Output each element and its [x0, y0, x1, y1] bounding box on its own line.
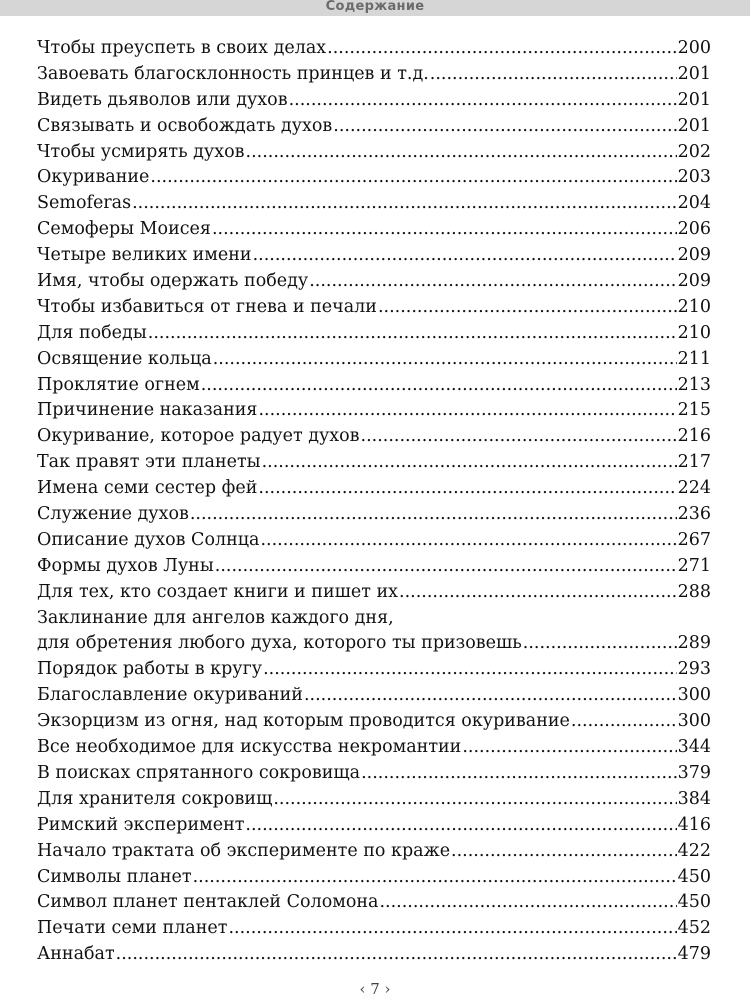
toc-entry-page: 201 — [677, 89, 711, 110]
toc-entry — [37, 839, 711, 865]
toc-entry-title: Заклинание для ангелов каждого дня, — [37, 607, 394, 628]
dot-leader — [262, 450, 677, 476]
toc-entry — [37, 269, 711, 295]
toc-entry-title: Так правят эти планеты — [37, 452, 261, 473]
dot-leader — [228, 916, 676, 942]
toc-entry-page: 201 — [677, 115, 711, 136]
toc-entry — [37, 321, 711, 347]
toc-entry-title: Для тех, кто создает книги и пишет их — [37, 581, 399, 602]
toc-entry-title: Окуривание, которое радует духов — [37, 426, 360, 447]
toc-entry — [37, 217, 711, 243]
toc-entry-title: Чтобы усмирять духов — [37, 141, 245, 162]
toc-entry — [37, 709, 711, 735]
toc-entry-title: Проклятие огнем — [37, 374, 200, 395]
toc-entry — [37, 424, 711, 450]
dot-leader — [246, 140, 677, 166]
toc-entry-page: 210 — [677, 322, 711, 343]
toc-entry — [37, 347, 711, 373]
toc-entry-title: Окуривание — [37, 167, 150, 188]
toc-entry — [37, 165, 711, 191]
dot-leader — [150, 165, 676, 191]
dot-leader — [361, 761, 677, 787]
toc-entry-title: Чтобы преуспеть в своих делах — [37, 38, 327, 58]
dot-leader — [258, 398, 676, 424]
toc-entry-page: 271 — [677, 555, 711, 576]
toc-entry — [37, 580, 711, 606]
toc-entry — [37, 890, 711, 916]
dot-leader — [215, 554, 677, 580]
dot-leader — [201, 373, 677, 399]
dot-leader — [289, 88, 677, 114]
toc-entry-page: 210 — [677, 296, 711, 317]
toc-entry-title: Все необходимое для искусства некромантии — [37, 737, 462, 758]
toc-entry-page: 293 — [677, 659, 711, 680]
dot-leader — [213, 347, 677, 373]
toc-entry-title: Связывать и освобождать духов — [37, 115, 333, 136]
toc-entry — [37, 606, 711, 632]
toc-entry-title: Формы духов Луны — [37, 555, 214, 576]
dot-leader — [258, 476, 676, 502]
toc-entry — [37, 916, 711, 942]
toc-entry-page: 224 — [677, 478, 711, 499]
toc-entry — [37, 88, 711, 114]
dot-leader — [309, 269, 676, 295]
toc-entry-title: Символы планет — [37, 866, 192, 887]
dot-leader — [245, 813, 676, 839]
toc-entry-page: 384 — [677, 788, 711, 809]
toc-entry — [37, 450, 711, 476]
toc-entry — [37, 191, 711, 217]
dot-leader — [361, 424, 677, 450]
dot-leader — [451, 839, 677, 865]
toc-entry — [37, 735, 711, 761]
toc-entry-page: 450 — [677, 866, 711, 887]
toc-entry-title: Освящение кольца — [37, 348, 212, 369]
toc-entry — [37, 528, 711, 554]
toc-entry — [37, 36, 711, 62]
toc-entry — [37, 813, 711, 839]
toc-entry-page: 452 — [677, 918, 711, 939]
toc-entry-page: 300 — [677, 685, 711, 706]
toc-entry-page: 422 — [677, 840, 711, 861]
toc-entry-title: Видеть дьяволов или духов — [37, 89, 288, 110]
toc-entry-title: Аннабат — [37, 944, 115, 965]
dot-leader — [333, 114, 676, 140]
toc-entry-page: 206 — [677, 219, 711, 240]
toc-entry — [37, 398, 711, 424]
toc-entry — [37, 761, 711, 787]
toc-entry-title: Начало трактата об эксперименте по краже — [37, 840, 451, 861]
toc-entry-page: 211 — [677, 348, 711, 369]
toc-entry-title: Символ планет пентаклей Соломона — [37, 892, 379, 913]
toc-entry-title: Печати семи планет — [37, 918, 228, 939]
toc-entry-page: 289 — [677, 633, 711, 654]
toc-entry-title: Семоферы Моисея — [37, 219, 211, 240]
toc-entry-title: Для победы — [37, 322, 147, 343]
toc-entry-page: 213 — [677, 374, 711, 395]
toc-entry-page: 209 — [677, 245, 711, 266]
toc-entry — [37, 787, 711, 813]
toc-entry — [37, 631, 711, 657]
dot-leader — [212, 217, 677, 243]
toc-entry-page: 236 — [677, 504, 711, 525]
toc-entry-title: для обретения любого духа, которого ты призовешь — [37, 633, 522, 654]
toc-entry-page: 344 — [677, 737, 711, 758]
dot-leader — [253, 243, 677, 269]
toc-entry — [37, 942, 711, 968]
toc-entry-page: 202 — [677, 141, 711, 162]
toc-entry-title: Описание духов Солнца — [37, 529, 260, 550]
dot-leader — [379, 890, 676, 916]
dot-leader — [263, 657, 677, 683]
dot-leader — [260, 528, 676, 554]
toc-entry-page: 288 — [677, 581, 711, 602]
dot-leader — [523, 631, 677, 657]
dot-leader — [462, 735, 676, 761]
toc-entry-page: 216 — [677, 426, 711, 447]
toc-entry-page: 379 — [677, 762, 711, 783]
toc-entry-title: Четыре великих имени — [37, 245, 252, 266]
toc-entry-title: Semoferas — [37, 193, 132, 214]
dot-leader — [273, 787, 676, 813]
toc-entry-title: Имя, чтобы одержать победу — [37, 271, 309, 292]
dot-leader — [430, 62, 677, 88]
dot-leader — [193, 865, 677, 891]
toc-entry — [37, 140, 711, 166]
toc-entry — [37, 373, 711, 399]
toc-entry-title: Благославление окуриваний — [37, 685, 303, 706]
toc-entry — [37, 502, 711, 528]
toc-entry — [37, 295, 711, 321]
toc-entry-page: 203 — [677, 167, 711, 188]
toc-entry-title: В поисках спрятанного сокровища — [37, 762, 361, 783]
dot-leader — [399, 580, 677, 606]
toc-entry-title: Чтобы избавиться от гнева и печали — [37, 296, 377, 317]
toc-entry-page: 217 — [677, 452, 711, 473]
dot-leader — [327, 36, 676, 62]
toc-entry-title: Порядок работы в кругу — [37, 659, 263, 680]
toc-entry — [37, 114, 711, 140]
dot-leader — [148, 321, 677, 347]
dot-leader — [571, 709, 677, 735]
toc-entry-title: Причинение наказания — [37, 400, 258, 421]
toc-entry-title: Для хранителя сокровищ — [37, 788, 273, 809]
toc-entry-page: 204 — [677, 193, 711, 214]
toc-entry-title: Римский эксперимент — [37, 814, 245, 835]
toc-entry-page: 300 — [677, 711, 711, 732]
toc-entry-page: 215 — [677, 400, 711, 421]
toc-entry-page: 201 — [677, 63, 711, 84]
toc-entry-page: 450 — [677, 892, 711, 913]
table-of-contents — [37, 36, 711, 968]
toc-entry — [37, 554, 711, 580]
toc-entry-title: Имена семи сестер фей — [37, 478, 258, 499]
toc-entry-title: Экзорцизм из огня, над которым проводится окуривание — [37, 711, 570, 732]
toc-entry-page: 416 — [677, 814, 711, 835]
toc-entry-title: Завоевать благосклонность принцев и т.д. — [37, 63, 429, 84]
toc-entry-page: 479 — [677, 944, 711, 965]
toc-entry-title: Служение духов — [37, 504, 189, 525]
dot-leader — [132, 191, 677, 217]
dot-leader — [378, 295, 677, 321]
toc-entry — [37, 62, 711, 88]
toc-entry — [37, 683, 711, 709]
dot-leader — [116, 942, 677, 968]
running-head: Содержание — [0, 0, 750, 16]
toc-entry — [37, 657, 711, 683]
toc-entry — [37, 476, 711, 502]
toc-entry-page: 267 — [677, 529, 711, 550]
toc-entry-page: 209 — [677, 271, 711, 292]
dot-leader — [304, 683, 677, 709]
dot-leader — [190, 502, 677, 528]
toc-entry — [37, 865, 711, 891]
toc-entry — [37, 243, 711, 269]
page-number: ‹ 7 › — [359, 980, 391, 998]
toc-entry-page: 200 — [677, 38, 711, 58]
